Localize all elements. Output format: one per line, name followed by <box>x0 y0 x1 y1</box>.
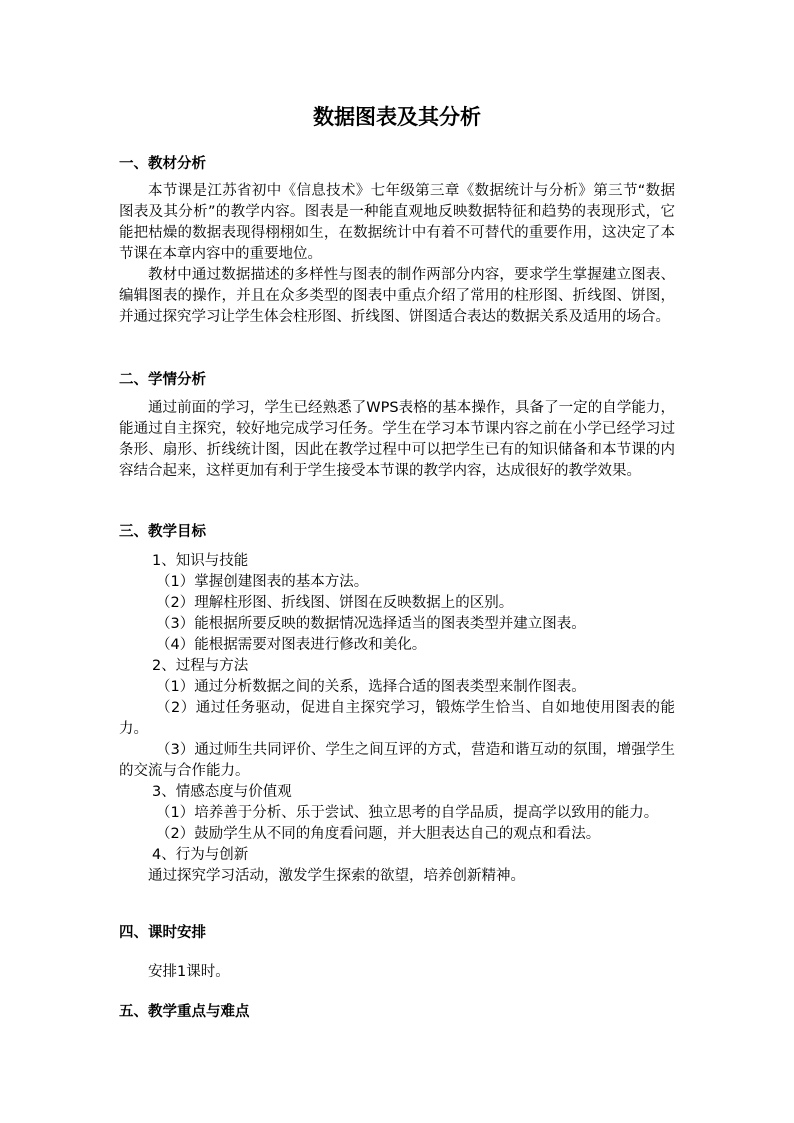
goal-heading: 4、行为与创新 <box>152 847 249 863</box>
section-heading: 二、学情分析 <box>119 372 206 388</box>
goal-heading: 3、情感态度与价值观 <box>152 784 292 800</box>
section-student-analysis <box>119 370 675 391</box>
paragraph: 本节课是江苏省初中《信息技术》七年级第三章《数据统计与分析》第三节“数据图表及其分析”的教学内容。图表是一种能直观地反映数据特征和趋势的表现形式，它能把枯燥的数据表现得栩栩如生，在数据统计中有着不可替代的重要作用，这决定了本节课在本章内容中的重要地位。 <box>119 183 675 262</box>
goal-item: （3）通过师生共同评价、学生之间互评的方式，营造和谐互动的氛围，增强学生的交流与合作能力。 <box>119 742 675 779</box>
section-heading: 五、教学重点与难点 <box>119 1004 250 1020</box>
paragraph: 教材中通过数据描述的多样性与图表的制作两部分内容，要求学生掌握建立图表、编辑图表的操作，并且在众多类型的图表中重点介绍了常用的柱形图、折线图、饼图，并通过探究学习让学生体会柱形图、折线图、饼图适合表达的数据关系及适用的场合。 <box>119 267 675 325</box>
goal-heading: 2、过程与方法 <box>152 658 249 674</box>
goal-item: （2）通过任务驱动，促进自主探究学习，锻炼学生恰当、自如地使用图表的能力。 <box>119 700 675 737</box>
section-body <box>119 551 675 887</box>
section-heading: 三、教学目标 <box>119 524 206 540</box>
section-body <box>119 962 675 983</box>
section-heading: 一、教材分析 <box>119 156 206 172</box>
goal-item: （1）培养善于分析、乐于尝试、独立思考的自学品质，提高学以致用的能力。 <box>156 805 659 821</box>
goal-item: 通过探究学习活动，激发学生探索的欲望，培养创新精神。 <box>148 868 525 884</box>
section-key-points <box>119 1002 675 1023</box>
goal-item: （1）通过分析数据之间的关系，选择合适的图表类型来制作图表。 <box>156 679 586 695</box>
section-body <box>119 181 675 328</box>
goal-item: （1）掌握创建图表的基本方法。 <box>156 574 369 590</box>
section-heading: 四、课时安排 <box>119 925 206 941</box>
goal-item: （2）鼓励学生从不同的角度看问题，并大胆表达自己的观点和看法。 <box>156 826 601 842</box>
section-body <box>119 398 675 482</box>
paragraph: 安排1课时。 <box>148 964 230 980</box>
paragraph: 通过前面的学习，学生已经熟悉了WPS表格的基本操作，具备了一定的自学能力，能通过自主探究，较好地完成学习任务。学生在学习本节课内容之前在小学已经学习过条形、扇形、折线统计图，因此在教学过程中可以把学生已有的知识储备和本节课的内容结合起来，这样更加有利于学生接受本节课的教学内容，达成很好的教学效果。 <box>119 400 675 479</box>
goal-item: （4）能根据需要对图表进行修改和美化。 <box>156 637 427 653</box>
section-teaching-material <box>119 154 675 175</box>
document-title: 数据图表及其分析 <box>313 105 481 129</box>
goal-item: （3）能根据所要反映的数据情况选择适当的图表类型并建立图表。 <box>156 616 586 632</box>
goal-heading: 1、知识与技能 <box>152 553 249 569</box>
goal-item: （2）理解柱形图、折线图、饼图在反映数据上的区别。 <box>156 595 514 611</box>
section-teaching-goals <box>119 522 675 543</box>
section-class-hours <box>119 923 675 944</box>
